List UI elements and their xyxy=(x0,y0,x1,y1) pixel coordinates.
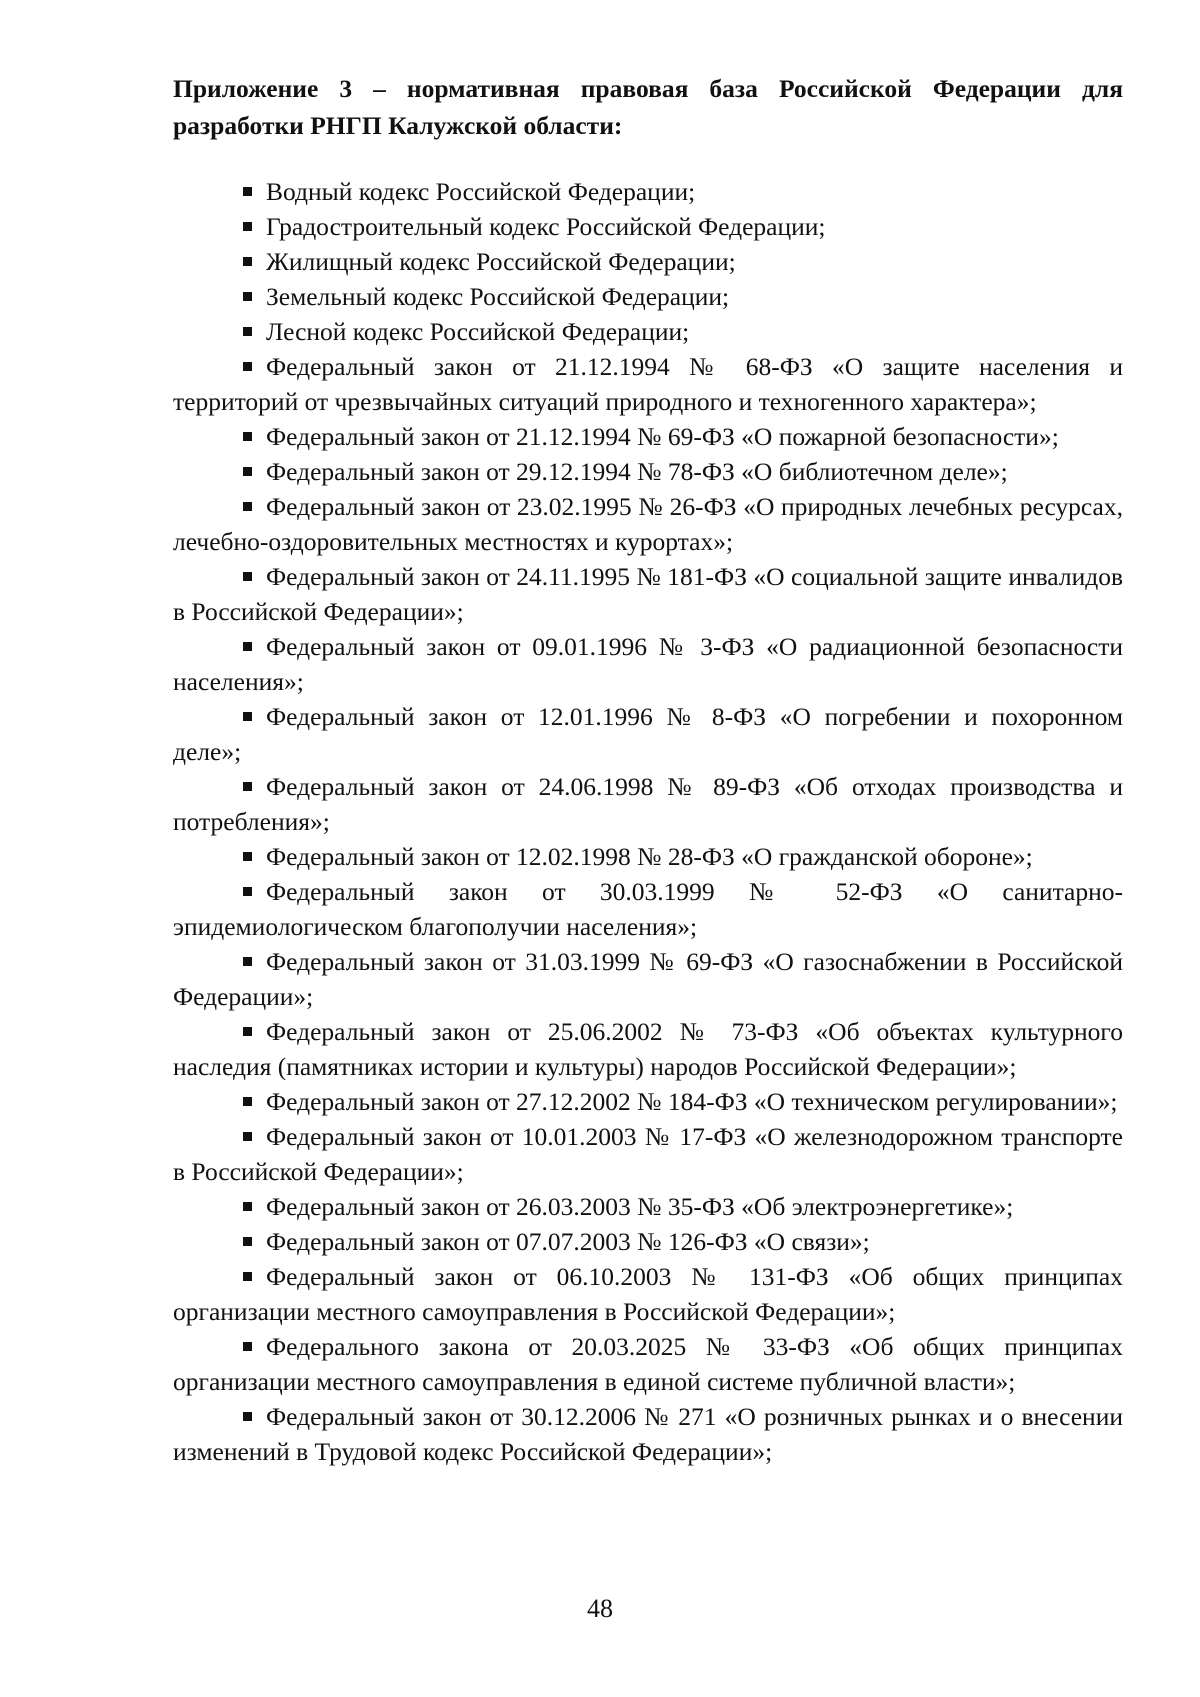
square-bullet-icon xyxy=(243,887,252,896)
list-item-text: Федеральный закон от 27.12.2002 № 184-ФЗ «О техническом регулировании»; xyxy=(266,1087,1118,1116)
list-item xyxy=(173,1224,1123,1259)
list-item xyxy=(173,349,1123,419)
list-item xyxy=(173,1014,1123,1084)
list-item xyxy=(173,559,1123,629)
legal-acts-list xyxy=(173,174,1123,1469)
square-bullet-icon xyxy=(243,327,252,336)
square-bullet-icon xyxy=(243,222,252,231)
square-bullet-icon xyxy=(243,1202,252,1211)
square-bullet-icon xyxy=(243,257,252,266)
list-item xyxy=(173,874,1123,944)
list-item xyxy=(173,1329,1123,1399)
list-item xyxy=(173,944,1123,1014)
list-item xyxy=(173,489,1123,559)
list-item-text: Федеральный закон от 25.06.2002 № 73-ФЗ «Об объектах культурного наследия (памятниках истории и культуры) народов Российской Федерации»; xyxy=(173,1017,1123,1081)
list-item xyxy=(173,699,1123,769)
list-item-text: Федеральный закон от 10.01.2003 № 17-ФЗ «О железнодорожном транспорте в Российской Федерации»; xyxy=(173,1122,1123,1186)
list-item xyxy=(173,209,1123,244)
list-item-text: Земельный кодекс Российской Федерации; xyxy=(266,282,730,311)
list-item xyxy=(173,314,1123,349)
square-bullet-icon xyxy=(243,852,252,861)
list-item-text: Жилищный кодекс Российской Федерации; xyxy=(266,247,736,276)
square-bullet-icon xyxy=(243,712,252,721)
square-bullet-icon xyxy=(243,362,252,371)
page-number: 48 xyxy=(587,1594,613,1623)
list-item xyxy=(173,279,1123,314)
list-item-text: Градостроительный кодекс Российской Федерации; xyxy=(266,212,826,241)
list-item-text: Федеральный закон от 31.03.1999 № 69-ФЗ «О газоснабжении в Российской Федерации»; xyxy=(173,947,1123,1011)
list-item-text: Федеральный закон от 12.02.1998 № 28-ФЗ «О гражданской обороне»; xyxy=(266,842,1033,871)
list-item-text: Федеральный закон от 30.03.1999 № 52-ФЗ «О санитарно-эпидемиологическом благополучии населения»; xyxy=(173,877,1123,941)
list-item xyxy=(173,1084,1123,1119)
list-item-text: Водный кодекс Российской Федерации; xyxy=(266,177,696,206)
list-item-text: Федеральный закон от 24.11.1995 № 181-ФЗ «О социальной защите инвалидов в Российской Федерации»; xyxy=(173,562,1123,626)
square-bullet-icon xyxy=(243,782,252,791)
list-item xyxy=(173,1259,1123,1329)
document-page xyxy=(173,70,1123,1469)
list-item xyxy=(173,629,1123,699)
square-bullet-icon xyxy=(243,292,252,301)
list-item-text: Лесной кодекс Российской Федерации; xyxy=(266,317,690,346)
square-bullet-icon xyxy=(243,957,252,966)
list-item-text: Федеральный закон от 12.01.1996 № 8-ФЗ «О погребении и похоронном деле»; xyxy=(173,702,1123,766)
list-item-text: Федеральный закон от 29.12.1994 № 78-ФЗ «О библиотечном деле»; xyxy=(266,457,1008,486)
square-bullet-icon xyxy=(243,1342,252,1351)
list-item-text: Федеральный закон от 23.02.1995 № 26-ФЗ «О природных лечебных ресурсах, лечебно-оздоровительных местностях и курортах»; xyxy=(173,492,1123,556)
list-item xyxy=(173,1399,1123,1469)
list-item xyxy=(173,174,1123,209)
square-bullet-icon xyxy=(243,642,252,651)
square-bullet-icon xyxy=(243,1272,252,1281)
square-bullet-icon xyxy=(243,1027,252,1036)
list-item-text: Федеральный закон от 21.12.1994 № 69-ФЗ «О пожарной безопасности»; xyxy=(266,422,1059,451)
square-bullet-icon xyxy=(243,467,252,476)
square-bullet-icon xyxy=(243,1412,252,1421)
list-item xyxy=(173,1119,1123,1189)
list-item-text: Федерального закона от 20.03.2025 № 33-ФЗ «Об общих принципах организации местного самоуправления в единой системе публичной власти»; xyxy=(173,1332,1123,1396)
square-bullet-icon xyxy=(243,432,252,441)
list-item-text: Федеральный закон от 07.07.2003 № 126-ФЗ «О связи»; xyxy=(266,1227,870,1256)
list-item-text: Федеральный закон от 09.01.1996 № 3-ФЗ «О радиационной безопасности населения»; xyxy=(173,632,1123,696)
square-bullet-icon xyxy=(243,502,252,511)
list-item xyxy=(173,244,1123,279)
list-item-text: Федеральный закон от 30.12.2006 № 271 «О розничных рынках и о внесении изменений в Трудовой кодекс Российской Федерации»; xyxy=(173,1402,1123,1466)
list-item xyxy=(173,419,1123,454)
list-item-text: Федеральный закон от 06.10.2003 № 131-ФЗ «Об общих принципах организации местного самоуправления в Российской Федерации»; xyxy=(173,1262,1123,1326)
square-bullet-icon xyxy=(243,1097,252,1106)
list-item xyxy=(173,839,1123,874)
square-bullet-icon xyxy=(243,1132,252,1141)
list-item xyxy=(173,1189,1123,1224)
list-item-text: Федеральный закон от 26.03.2003 № 35-ФЗ «Об электроэнергетике»; xyxy=(266,1192,1014,1221)
list-item-text: Федеральный закон от 24.06.1998 № 89-ФЗ «Об отходах производства и потребления»; xyxy=(173,772,1123,836)
list-item xyxy=(173,769,1123,839)
square-bullet-icon xyxy=(243,1237,252,1246)
appendix-heading: Приложение 3 – нормативная правовая база Российской Федерации для разработки РНГП Калужской области: xyxy=(173,74,1123,140)
square-bullet-icon xyxy=(243,187,252,196)
list-item-text: Федеральный закон от 21.12.1994 № 68-ФЗ «О защите населения и территорий от чрезвычайных ситуаций природного и техногенного характера»; xyxy=(173,352,1123,416)
list-item xyxy=(173,454,1123,489)
square-bullet-icon xyxy=(243,572,252,581)
